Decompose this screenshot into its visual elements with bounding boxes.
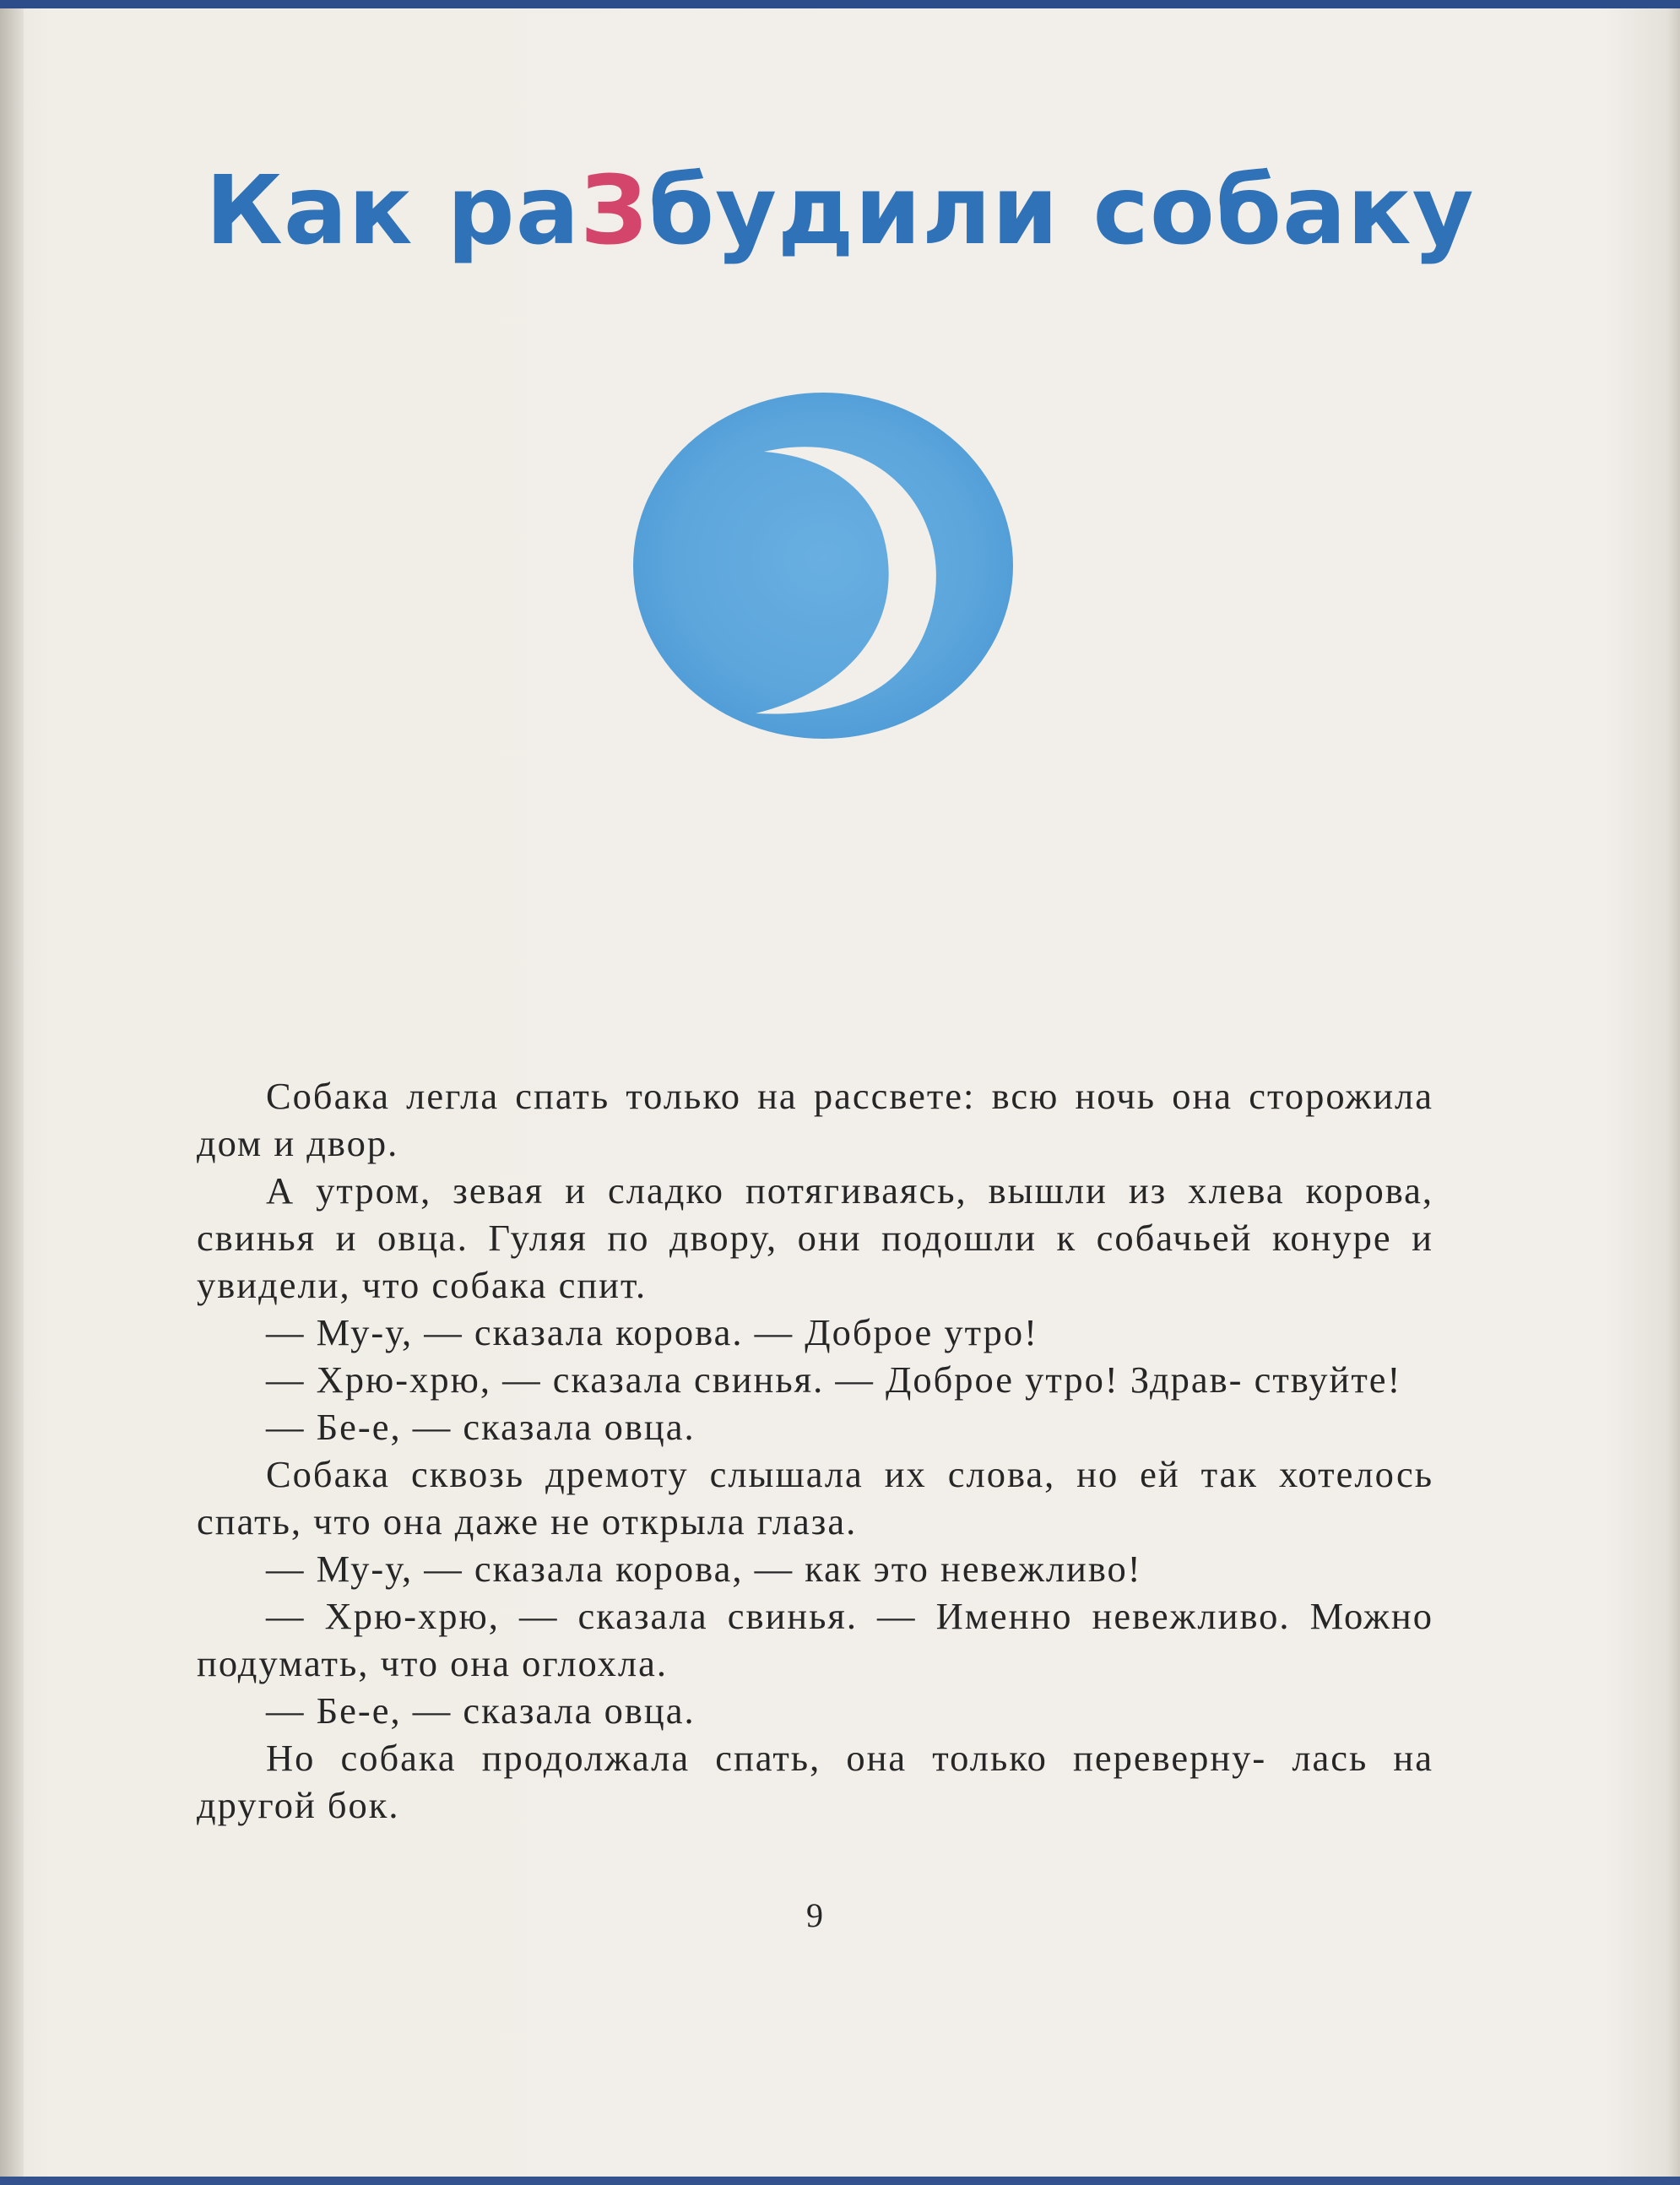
paragraph: Собака сквозь дремоту слышала их слова, но ей так хотелось спать, что она даже не открыла глаза. xyxy=(197,1453,1433,1543)
paragraph: — Хрю-хрю, — сказала свинья. — Доброе утро! Здрав- ствуйте! xyxy=(266,1358,1402,1401)
paragraph: — Хрю-хрю, — сказала свинья. — Именно невежливо. Можно подумать, что она оглохла. xyxy=(197,1595,1433,1684)
paragraph: Собака легла спать только на рассвете: всю ночь она сторожила дом и двор. xyxy=(197,1075,1433,1164)
top-edge xyxy=(0,0,1680,8)
paragraph: — Бе-е, — сказала овца. xyxy=(266,1406,696,1448)
paragraph: — Му-у, — сказала корова, — как это невежливо! xyxy=(266,1548,1142,1590)
bottom-edge xyxy=(0,2177,1680,2185)
crescent-moon-icon xyxy=(629,388,1017,743)
paragraph: А утром, зевая и сладко потягиваясь, вышли из хлева корова, свинья и овца. Гуляя по двору, они подошли к собачьей конуре и увидели, что собака спит. xyxy=(197,1169,1433,1306)
title-accent-letter: З xyxy=(580,156,648,266)
paragraph: — Бе-е, — сказала овца. xyxy=(266,1689,696,1732)
title-part-1: Как ра xyxy=(205,156,581,266)
page-number: 9 xyxy=(806,1896,823,1934)
page-title xyxy=(0,156,1680,266)
page-gutter xyxy=(0,0,24,2185)
paragraph: Но собака продолжала спать, она только переверну- лась на другой бок. xyxy=(197,1737,1433,1826)
paragraph: — Му-у, — сказала корова. — Доброе утро! xyxy=(266,1311,1038,1353)
story-text xyxy=(197,1072,1433,1829)
title-part-2: будили собаку xyxy=(648,156,1475,266)
